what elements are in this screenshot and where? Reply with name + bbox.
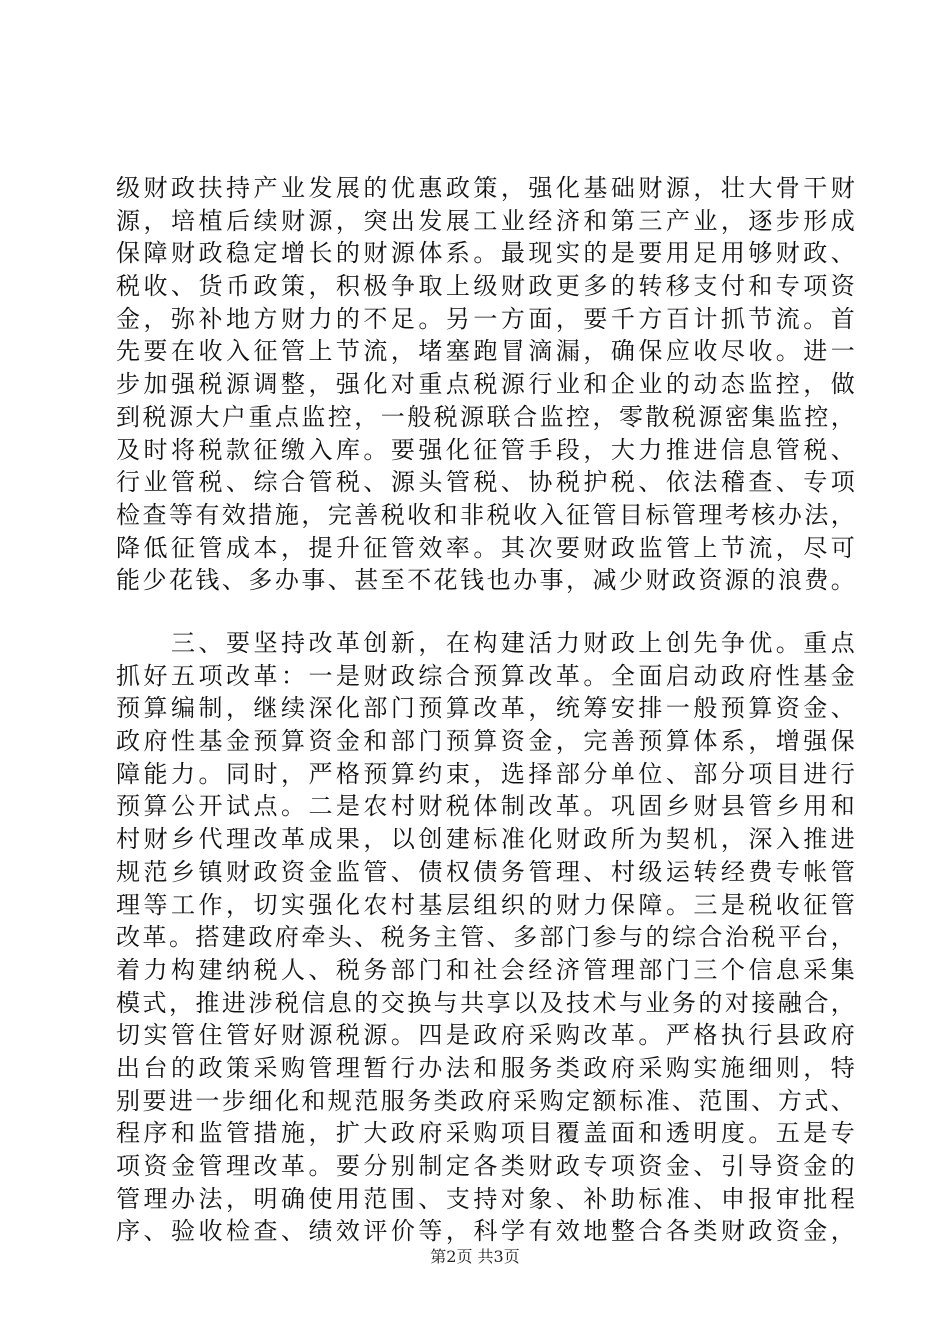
text-line (116, 270, 856, 303)
text-line-content: 理等工作，切实强化农村基层组织的财力保障。三是税收征管 (116, 890, 856, 919)
text-line (116, 335, 856, 368)
text-line (116, 1019, 856, 1052)
text-line (116, 1183, 856, 1216)
text-line-content: 预算公开试点。二是农村财税体制改革。巩固乡财县管乡用和 (116, 792, 856, 821)
text-line-content: 步加强税源调整，强化对重点税源行业和企业的动态监控，做 (116, 370, 856, 399)
text-line-content: 预算编制，继续深化部门预算改革，统筹安排一般预算资金、 (116, 694, 856, 723)
text-line-content: 序、验收检查、绩效评价等，科学有效地整合各类财政资金， (116, 1217, 856, 1246)
text-line-content: 项资金管理改革。要分别制定各类财政专项资金、引导资金的 (116, 1152, 856, 1180)
text-line-content: 村财乡代理改革成果，以创建标准化财政所为契机，深入推进 (116, 825, 856, 854)
text-line (116, 856, 856, 889)
text-line-content: 改革。搭建政府牵头、税务主管、多部门参与的综合治税平台， (116, 923, 856, 952)
text-line-content: 抓好五项改革：一是财政综合预算改革。全面启动政府性基金 (116, 661, 856, 690)
text-line (116, 368, 856, 401)
text-line-content: 及时将税款征缴入库。要强化征管手段，大力推进信息管税、 (116, 435, 856, 464)
text-line (116, 889, 856, 922)
text-line-content: 障能力。同时，严格预算约束，选择部分单位、部分项目进行 (116, 759, 856, 788)
text-line-content: 保障财政稳定增长的财源体系。最现实的是要用足用够财政、 (116, 239, 856, 268)
text-line (116, 466, 856, 499)
text-line (116, 921, 856, 954)
text-line (116, 564, 856, 597)
text-line-content: 政府性基金预算资金和部门预算资金，完善预算体系，增强保 (116, 727, 856, 756)
text-line-content: 三、要坚持改革创新，在构建活力财政上创先争优。重点 (116, 629, 856, 657)
text-line (116, 954, 856, 987)
text-line (116, 790, 856, 823)
text-line-content: 级财政扶持产业发展的优惠政策，强化基础财源，壮大骨干财 (116, 174, 856, 202)
text-line (116, 205, 856, 238)
text-line-content: 模式，推进涉税信息的交换与共享以及技术与业务的对接融合， (116, 988, 856, 1017)
text-line (116, 660, 856, 693)
text-line (116, 303, 856, 336)
text-line (116, 1117, 856, 1150)
paragraph-1 (116, 172, 856, 597)
text-line-content: 能少花钱、多办事、甚至不花钱也办事，减少财政资源的浪费。 (116, 566, 856, 595)
text-line (116, 692, 856, 725)
text-line (116, 823, 856, 856)
text-line (116, 1085, 856, 1118)
text-line-content: 规范乡镇财政资金监管、债权债务管理、村级运转经费专帐管 (116, 857, 856, 886)
text-line-content: 切实管住管好财源税源。四是政府采购改革。严格执行县政府 (116, 1021, 856, 1050)
text-line-content: 程序和监管措施，扩大政府采购项目覆盖面和透明度。五是专 (116, 1119, 856, 1148)
text-line-content: 出台的政策采购管理暂行办法和服务类政府采购实施细则，特 (116, 1053, 856, 1082)
text-line (116, 758, 856, 791)
text-line (116, 532, 856, 565)
text-line (116, 1052, 856, 1085)
text-line-content: 先要在收入征管上节流，堵塞跑冒滴漏，确保应收尽收。进一 (116, 337, 856, 366)
text-line-content: 金，弥补地方财力的不足。另一方面，要千方百计抓节流。首 (116, 304, 856, 333)
text-line (116, 1150, 856, 1183)
text-line (116, 237, 856, 270)
text-line (116, 725, 856, 758)
text-line-content: 税收、货币政策，积极争取上级财政更多的转移支付和专项资 (116, 272, 856, 301)
text-line-content: 行业管税、综合管税、源头管税、协税护税、依法稽查、专项 (116, 468, 856, 497)
paragraph-2 (116, 627, 856, 1248)
text-line (116, 987, 856, 1020)
page-footer: 第2页 共3页 (430, 1247, 520, 1266)
text-line-content: 源，培植后续财源，突出发展工业经济和第三产业，逐步形成 (116, 206, 856, 235)
text-line-content: 着力构建纳税人、税务部门和社会经济管理部门三个信息采集 (116, 955, 856, 984)
text-line (116, 1215, 856, 1248)
text-line-content: 降低征管成本，提升征管效率。其次要财政监管上节流，尽可 (116, 533, 856, 562)
text-line (116, 627, 856, 660)
text-line-content: 检查等有效措施，完善税收和非税收入征管目标管理考核办法， (116, 500, 856, 529)
text-line (116, 401, 856, 434)
text-line-content: 别要进一步细化和规范服务类政府采购定额标准、范围、方式、 (116, 1086, 856, 1115)
text-line (116, 434, 856, 467)
text-line-content: 管理办法，明确使用范围、支持对象、补助标准、申报审批程 (116, 1184, 856, 1213)
text-line-content: 到税源大户重点监控，一般税源联合监控，零散税源密集监控， (116, 402, 856, 431)
text-line (116, 172, 856, 205)
text-line (116, 499, 856, 532)
